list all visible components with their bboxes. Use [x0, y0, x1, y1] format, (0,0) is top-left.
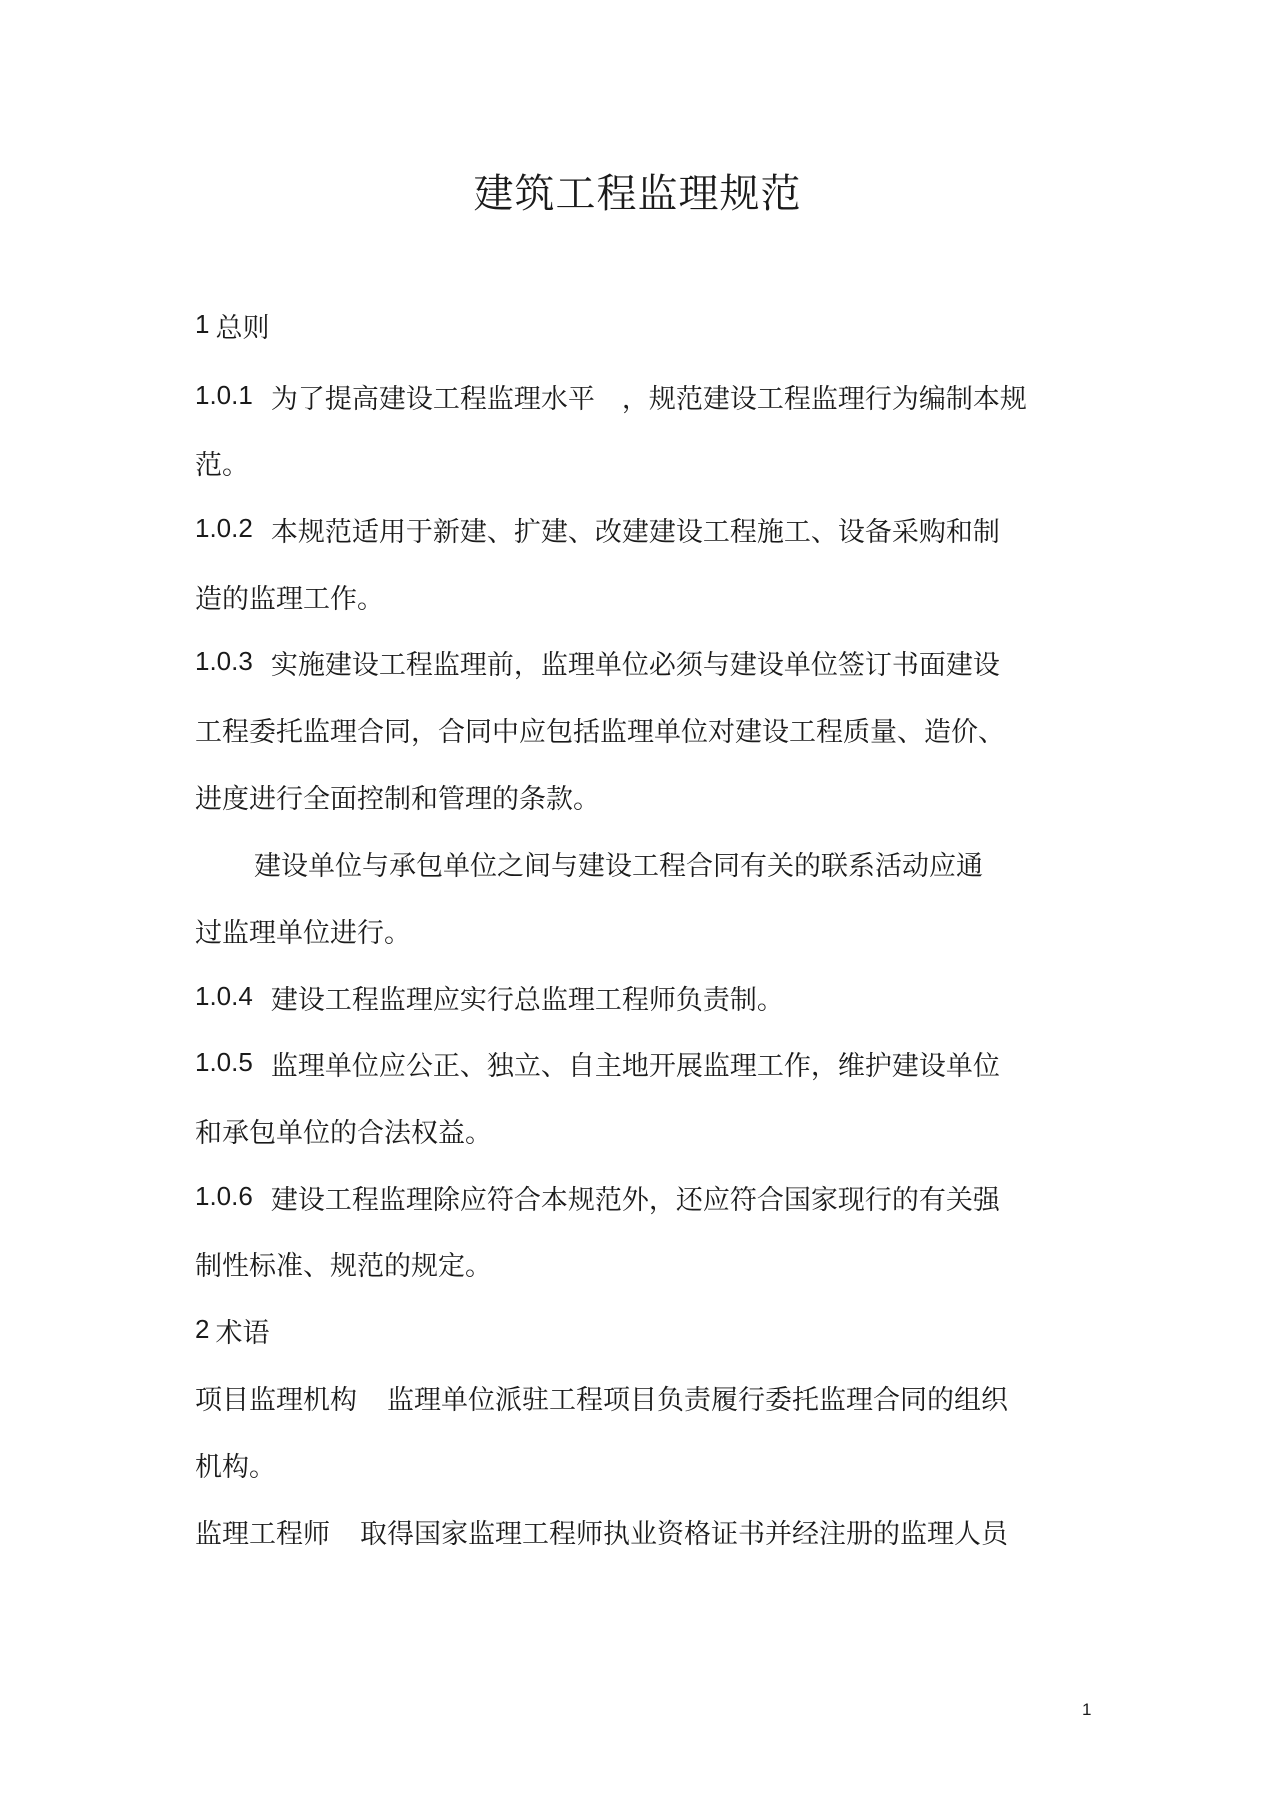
clause-number: 1.0.4 [195, 981, 253, 1011]
clause-continuation: 进度进行全面控制和管理的条款。 [195, 784, 600, 815]
clause-number: 1.0.6 [195, 1181, 253, 1211]
term-definition [195, 1385, 1008, 1417]
clause [195, 1047, 1000, 1083]
clause-text: 建设工程监理应实行总监理工程师负责制。 [270, 985, 784, 1016]
clause-text: 本规范适用于新建、扩建、改建建设工程施工、设备采购和制 [270, 517, 1000, 548]
clause-continuation: 制性标准、规范的规定。 [195, 1251, 492, 1282]
clause [195, 646, 1000, 682]
clause-text: 监理单位应公正、独立、自主地开展监理工作，维护建设单位 [270, 1051, 1000, 1082]
paragraph: 建设单位与承包单位之间与建设工程合同有关的联系活动应通 [254, 851, 983, 882]
clause-continuation: 和承包单位的合法权益。 [195, 1118, 492, 1149]
document-title: 建筑工程监理规范 [473, 171, 802, 217]
clause-continuation: 工程委托监理合同，合同中应包括监理单位对建设工程质量、造价、 [195, 717, 1005, 748]
clause-number: 1.0.2 [195, 513, 253, 543]
section-heading [195, 1314, 270, 1350]
clause-text: 建设工程监理除应符合本规范外，还应符合国家现行的有关强 [270, 1185, 1000, 1216]
clause-number: 1.0.3 [195, 646, 253, 676]
clause-continuation: 范。 [195, 450, 249, 481]
clause-text: 实施建设工程监理前，监理单位必须与建设单位签订书面建设 [270, 650, 1000, 681]
section-title: 总则 [215, 313, 270, 344]
term-text: 取得国家监理工程师执业资格证书并经注册的监理人员 [360, 1519, 1008, 1550]
section-number: 1 [195, 309, 210, 339]
section-number: 2 [195, 1314, 210, 1344]
term-definition [195, 1519, 1008, 1551]
clause-number: 1.0.5 [195, 1047, 253, 1077]
term-text: 监理单位派驻工程项目负责履行委托监理合同的组织 [387, 1385, 1008, 1416]
term: 监理工程师 [195, 1519, 330, 1550]
clause-number: 1.0.1 [195, 380, 253, 410]
clause [195, 981, 784, 1017]
page-number: 1 [1082, 1700, 1092, 1719]
clause-text: 为了提高建设工程监理水平 ，规范建设工程监理行为编制本规 [270, 384, 1027, 415]
term-continuation: 机构。 [195, 1452, 276, 1483]
clause-continuation: 造的监理工作。 [195, 584, 384, 615]
clause [195, 1181, 1000, 1217]
section-heading [195, 309, 270, 345]
clause-continuation: 过监理单位进行。 [195, 918, 411, 949]
term: 项目监理机构 [195, 1385, 357, 1416]
clause [195, 380, 1027, 416]
section-title: 术语 [215, 1318, 270, 1349]
clause [195, 513, 1000, 549]
